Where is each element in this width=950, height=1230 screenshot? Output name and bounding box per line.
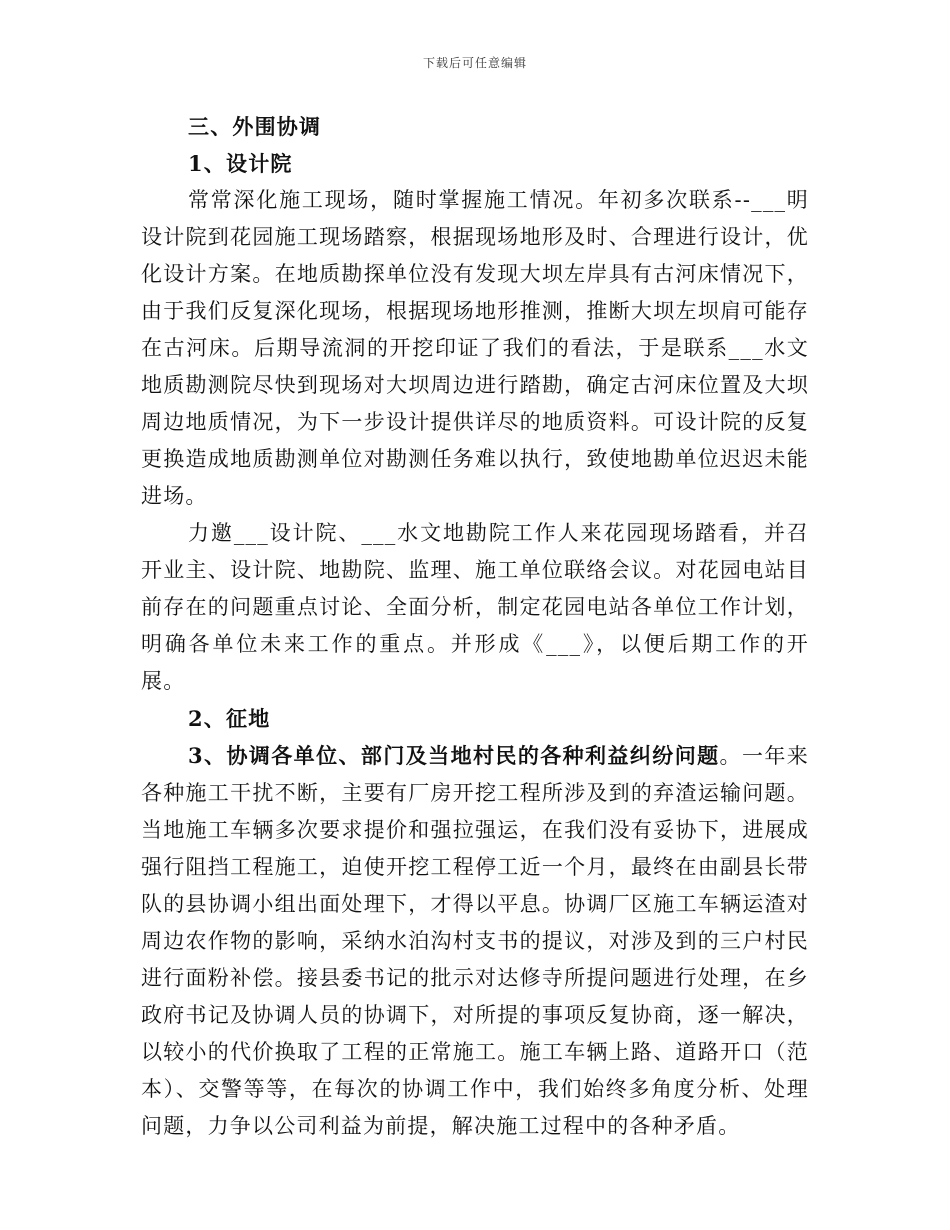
- subsection-title-land-acquisition: 2、征地: [188, 706, 271, 731]
- paragraph-coordination-lead: 3、协调各单位、部门及当地村民的各种利益纠纷问题: [188, 743, 720, 768]
- section-title: 三、外围协调: [188, 114, 322, 139]
- paragraph-coordination: [141, 737, 809, 1145]
- document-body: [141, 108, 809, 1145]
- paragraph-design-institute-2: 力邀___设计院、___水文地勘院工作人来花园现场踏看，并召开业主、设计院、地勘院、监理、施工单位联络会议。对花园电站目前存在的问题重点讨论、全面分析，制定花园电站各单位工作计划，明确各单位未来工作的重点。并形成《___》，以便后期工作的开展。: [141, 521, 809, 693]
- paragraph-coordination-body: 。一年来各种施工干扰不断，主要有厂房开挖工程所涉及到的弃渣运输问题。当地施工车辆多次要求提价和强拉强运，在我们没有妥协下，进展成强行阻挡工程施工，迫使开挖工程停工近一个月，最终在由副县长带队的县协调小组出面处理下，才得以平息。协调厂区施工车辆运渣对周边农作物的影响，采纳水泊沟村支书的提议，对涉及到的三户村民进行面粉补偿。接县委书记的批示对达修寺所提问题进行处理，在乡政府书记及协调人员的协调下，对所提的事项反复协商，逐一解决，以较小的代价换取了工程的正常施工。施工车辆上路、道路开口（范本）、交警等等，在每次的协调工作中，我们始终多角度分析、处理问题，力争以公司利益为前提，解决施工过程中的各种矛盾。: [141, 744, 809, 1138]
- page-header-note: 下载后可任意编辑: [422, 56, 527, 70]
- subsection-title-design-institute: 1、设计院: [188, 151, 293, 176]
- paragraph-design-institute-1: 常常深化施工现场，随时掌握施工情况。年初多次联系--___明设计院到花园施工现场踏察，根据现场地形及时、合理进行设计，优化设计方案。在地质勘探单位没有发现大坝左岸具有古河床情况下，由于我们反复深化现场，根据现场地形推测，推断大坝左坝肩可能存在古河床。后期导流洞的开挖印证了我们的看法，于是联系___水文地质勘测院尽快到现场对大坝周边进行踏勘，确定古河床位置及大坝周边地质情况，为下一步设计提供详尽的地质资料。可设计院的反复更换造成地质勘测单位对勘测任务难以执行，致使地勘单位迟迟未能进场。: [141, 188, 809, 508]
